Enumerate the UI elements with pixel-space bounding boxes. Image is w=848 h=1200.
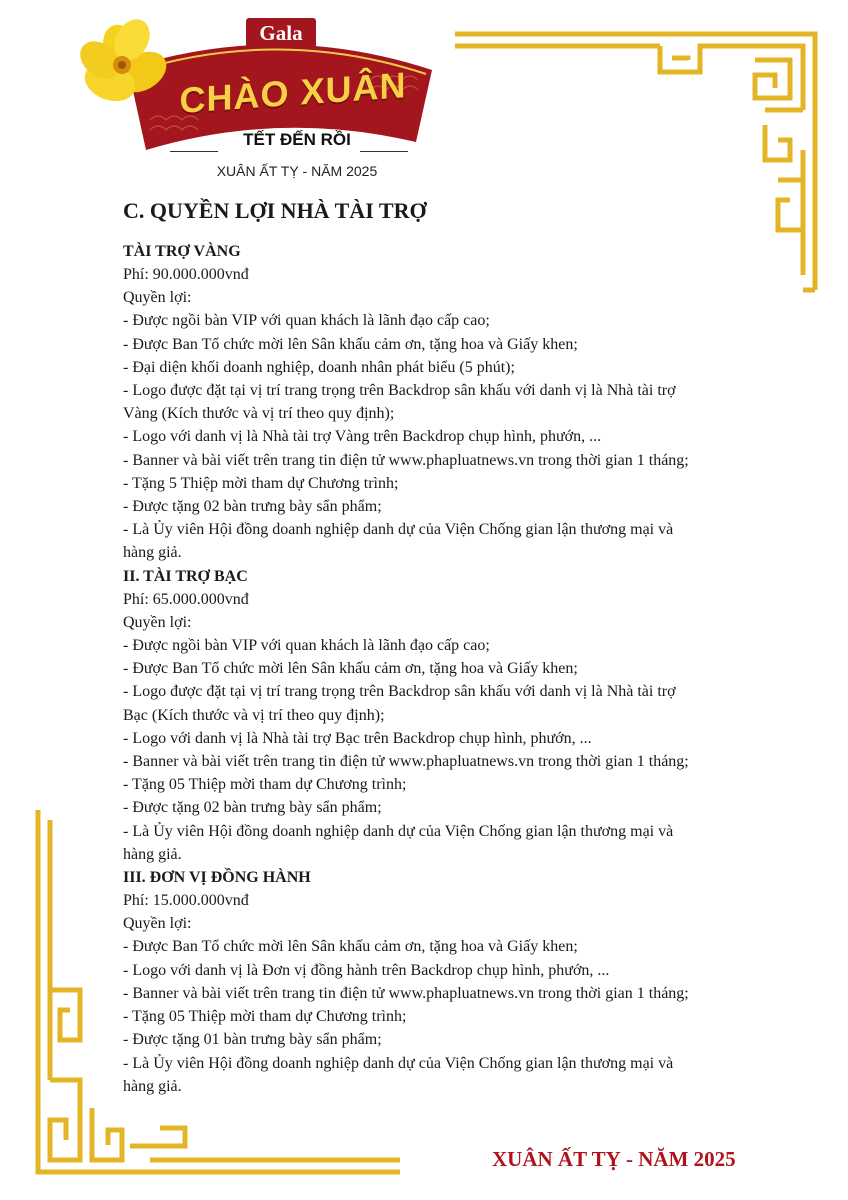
benefit-line: - Được Ban Tổ chức mời lên Sân khấu cảm ơn, tặng hoa và Giấy khen; [123,660,578,678]
sponsor-tiers [123,240,763,1098]
sponsor-tier [123,240,763,565]
sponsor-tier [123,866,763,1098]
benefits-label: Quyền lợi: [123,915,192,933]
benefit-line: - Logo với danh vị là Nhà tài trợ Bạc trên Backdrop chụp hình, phướn, ... [123,729,592,747]
benefit-line: hàng giả. [123,1077,182,1095]
tier-fee: Phí: 65.000.000vnđ [123,590,249,608]
benefit-line: - Logo được đặt tại vị trí trang trọng trên Backdrop sân khấu với danh vị là Nhà tài trợ [123,382,676,400]
logo-year: XUÂN ẤT TỴ - NĂM 2025 [216,163,378,179]
benefit-line: Vàng (Kích thước và vị trí theo quy định); [123,405,395,423]
benefit-line: - Tặng 5 Thiệp mời tham dự Chương trình; [123,474,399,492]
benefit-line: - Logo được đặt tại vị trí trang trọng trên Backdrop sân khấu với danh vị là Nhà tài trợ [123,683,676,701]
tier-fee: Phí: 90.000.000vnđ [123,266,249,283]
gala-label: Gala [246,18,316,48]
tier-heading: III. ĐƠN VỊ ĐỒNG HÀNH [123,869,311,887]
benefit-line: - Logo với danh vị là Đơn vị đồng hành trên Backdrop chụp hình, phướn, ... [123,961,610,979]
benefit-line: - Được tặng 02 bàn trưng bày sẩn phẩm; [123,799,382,817]
benefit-line: - Là Ủy viên Hội đồng doanh nghiệp danh dự của Viện Chống gian lận thương mại và [123,822,674,840]
benefit-line: - Banner và bài viết trên trang tin điện tử www.phapluatnews.vn trong thời gian 1 tháng; [123,984,689,1002]
benefit-line: - Là Ủy viên Hội đồng doanh nghiệp danh dự của Viện Chống gian lận thương mại và [123,521,674,539]
benefit-line: - Được Ban Tổ chức mời lên Sân khấu cảm ơn, tặng hoa và Giấy khen; [123,335,578,353]
footer-year: XUÂN ẤT TỴ - NĂM 2025 [492,1147,736,1171]
benefit-line: - Đại diện khối doanh nghiệp, doanh nhân phát biểu (5 phút); [123,358,515,376]
logo-divider-left [170,151,218,152]
logo-title: CHÀO XUÂN [179,64,407,121]
benefit-line: Bạc (Kích thước và vị trí theo quy định); [123,706,385,724]
sponsor-tier [123,565,763,866]
document-body [123,198,763,1098]
benefit-line: - Logo với danh vị là Nhà tài trợ Vàng trên Backdrop chụp hình, phướn, ... [123,428,602,446]
benefit-line: - Tặng 05 Thiệp mời tham dự Chương trình; [123,1008,407,1026]
benefits-label: Quyền lợi: [123,289,192,307]
section-title: C. QUYỀN LỢI NHÀ TÀI TRỢ [123,198,427,223]
benefit-line: hàng giả. [123,544,182,562]
benefit-line: - Được Ban Tổ chức mời lên Sân khấu cảm ơn, tặng hoa và Giấy khen; [123,938,578,956]
benefit-line: - Banner và bài viết trên trang tin điện tử www.phapluatnews.vn trong thời gian 1 tháng; [123,451,689,469]
benefit-line: - Là Ủy viên Hội đồng doanh nghiệp danh dự của Viện Chống gian lận thương mại và [123,1054,674,1072]
benefits-label: Quyền lợi: [123,613,192,631]
benefit-line: - Được ngồi bàn VIP với quan khách là lãnh đạo cấp cao; [123,637,490,655]
benefit-line: - Được tặng 01 bàn trưng bày sẩn phẩm; [123,1031,382,1049]
benefit-line: hàng giả. [123,845,182,863]
benefit-line: - Được tặng 02 bàn trưng bày sẩn phẩm; [123,498,382,516]
tier-fee: Phí: 15.000.000vnđ [123,892,249,910]
logo-divider-right [360,151,408,152]
tier-heading: II. TÀI TRỢ BẠC [123,567,248,585]
benefit-line: - Tặng 05 Thiệp mời tham dự Chương trình; [123,776,407,794]
logo-subtitle: TẾT ĐẾN RỒI [243,130,351,149]
tier-heading: TÀI TRỢ VÀNG [123,243,241,260]
benefit-line: - Được ngồi bàn VIP với quan khách là lãnh đạo cấp cao; [123,312,490,330]
benefit-line: - Banner và bài viết trên trang tin điện tử www.phapluatnews.vn trong thời gian 1 tháng; [123,753,689,771]
